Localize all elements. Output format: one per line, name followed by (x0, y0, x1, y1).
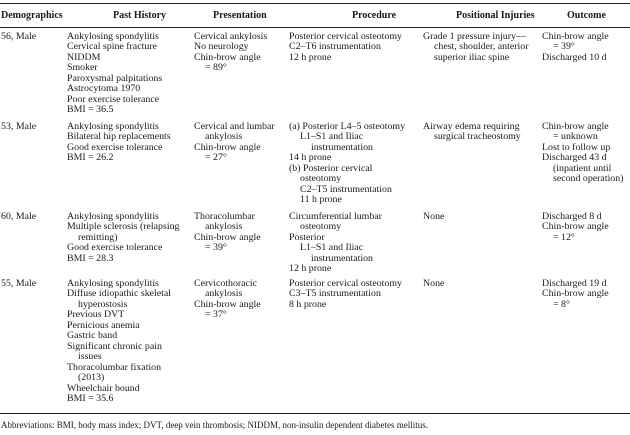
cell-line: Posterior (289, 231, 325, 243)
cell-line: 12 h prone (289, 263, 332, 275)
cell-line: surgical tracheostomy (434, 131, 521, 143)
presentation-cell (194, 279, 261, 321)
cell-line: Circumferential lumbar (289, 211, 382, 222)
cell-line: BMI = 28.3 (67, 252, 114, 264)
cell-line: 55, Male (1, 278, 37, 289)
demographics-cell (1, 279, 36, 289)
cell-line: C3–T5 instrumentation (289, 288, 381, 300)
header-positional-injuries: Positional Injuries (456, 10, 535, 21)
cell-line: instrumentation (311, 141, 373, 153)
demographics-cell (1, 212, 36, 222)
cell-line: NIDDM (67, 51, 101, 63)
cell-line: 11 h prone (300, 194, 342, 206)
cell-line: Chin-brow angle (542, 121, 609, 132)
cell-line: Chin-brow angle (542, 31, 609, 42)
cell-line: BMI = 35.6 (67, 392, 114, 404)
positional-injuries-cell (423, 32, 528, 63)
cell-line: 8 h prone (289, 298, 327, 310)
cell-line: = 89° (205, 62, 227, 74)
header-past-history: Past History (113, 10, 167, 21)
cell-line: = 27° (205, 152, 227, 164)
header-demographics: Demographics (1, 10, 63, 21)
cell-line: = 12° (553, 231, 575, 243)
cell-line: = unknown (553, 131, 598, 143)
presentation-cell (194, 212, 261, 254)
presentation-cell (194, 32, 267, 74)
cell-line: Good exercise tolerance (67, 242, 163, 254)
cell-line: Ankylosing spondylitis (67, 211, 159, 222)
cell-line: instrumentation (311, 252, 373, 264)
header-bottom-rule (0, 27, 630, 28)
cell-line: Chin-brow angle (194, 51, 261, 63)
cell-line: chest, shoulder, anterior (434, 41, 529, 53)
cell-line: Ankylosing spondylitis (67, 121, 159, 132)
cell-line: ankylosis (205, 221, 243, 233)
cell-line: None (423, 211, 445, 222)
cell-line: Significant chronic pain (67, 340, 162, 352)
cell-line: 56, Male (1, 31, 37, 42)
cell-line: Discharged 10 d (542, 51, 607, 63)
cell-line: issues (78, 351, 102, 363)
table-top-rule (0, 3, 630, 4)
outcome-cell (542, 32, 609, 63)
cell-line: Thoracolumbar (194, 211, 255, 222)
presentation-cell (194, 122, 275, 164)
outcome-cell (542, 212, 609, 243)
cell-line: 53, Male (1, 121, 37, 132)
outcome-cell (542, 122, 623, 185)
cell-line: C2–T5 instrumentation (300, 183, 392, 195)
cell-line: osteotomy (300, 221, 342, 233)
cell-line: Ankylosing spondylitis (67, 31, 159, 42)
cell-line: (a) Posterior L4–5 osteotomy (289, 121, 406, 132)
procedure-cell (289, 279, 402, 310)
cell-line: Poor exercise tolerance (67, 93, 160, 105)
cell-line: BMI = 26.2 (67, 152, 114, 164)
cell-line: Bilateral hip replacements (67, 131, 171, 143)
positional-injuries-cell (423, 122, 521, 143)
cell-line: Diffuse idiopathic skeletal (67, 288, 172, 300)
cell-line: L1–S1 and Iliac (300, 131, 364, 143)
cell-line: Thoracolumbar fixation (67, 361, 162, 373)
cell-line: Ankylosing spondylitis (67, 278, 159, 289)
cell-line: osteotomy (300, 173, 342, 185)
cell-line: (inpatient until (553, 162, 612, 174)
cell-line: 14 h prone (289, 152, 332, 164)
cell-line: Posterior cervical osteotomy (289, 278, 402, 289)
cell-line: Paroxysmal palpitations (67, 72, 163, 84)
cell-line: = 39° (205, 242, 227, 254)
past-history-cell (67, 122, 171, 164)
cell-line: hyperostosis (78, 298, 128, 310)
cell-line: Wheelchair bound (67, 382, 140, 394)
demographics-cell (1, 122, 36, 132)
cell-line: Chin-brow angle (194, 141, 261, 153)
cell-line: L1–S1 and Iliac (300, 242, 364, 254)
cell-line: Gastric band (67, 330, 118, 342)
cell-line: Posterior cervical osteotomy (289, 31, 402, 42)
cell-line: None (423, 278, 445, 289)
outcome-cell (542, 279, 609, 310)
cell-line: 60, Male (1, 211, 37, 222)
cell-line: Cervicothoracic (194, 278, 258, 289)
procedure-cell (289, 212, 382, 275)
cell-line: Cervical and lumbar (194, 121, 275, 132)
cell-line: (b) Posterior cervical (289, 162, 373, 174)
positional-injuries-cell (423, 279, 444, 289)
cell-line: Discharged 43 d (542, 152, 607, 164)
cell-line: Cervical ankylosis (194, 31, 268, 42)
header-procedure: Procedure (352, 10, 397, 21)
cell-line: = 39° (553, 41, 575, 53)
cell-line: ankylosis (205, 288, 243, 300)
cell-line: = 8° (553, 298, 570, 310)
table-bottom-rule (0, 413, 630, 414)
cell-line: Astrocytoma 1970 (67, 83, 141, 95)
past-history-cell (67, 279, 171, 404)
cell-line: Good exercise tolerance (67, 141, 163, 153)
past-history-cell (67, 32, 162, 116)
cell-line: Chin-brow angle (194, 298, 261, 310)
cell-line: superior iliac spine (434, 51, 510, 63)
cell-line: = 37° (205, 309, 227, 321)
cell-line: Chin-brow angle (542, 288, 609, 300)
header-presentation: Presentation (213, 10, 267, 21)
cell-line: 12 h prone (289, 51, 332, 63)
cell-line: Chin-brow angle (542, 221, 609, 233)
cell-line: Lost to follow up (542, 141, 611, 153)
cell-line: BMI = 36.5 (67, 104, 114, 116)
cell-line: Multiple sclerosis (relapsing (67, 221, 180, 233)
past-history-cell (67, 212, 179, 264)
demographics-cell (1, 32, 36, 42)
procedure-cell (289, 122, 405, 206)
cell-line: ankylosis (205, 131, 243, 143)
procedure-cell (289, 32, 402, 63)
cell-line: Discharged 19 d (542, 278, 607, 289)
cell-line: second operation) (553, 173, 624, 185)
header-outcome: Outcome (567, 10, 606, 21)
cell-line: Chin-brow angle (194, 231, 261, 243)
table-footnote: Abbreviations: BMI, body mass index; DVT, deep vein thrombosis; NIDDM, non-insulin dependent diabetes mellitus. (1, 420, 429, 430)
cell-line: Grade 1 pressure injury— (423, 31, 526, 42)
cell-line: Airway edema requiring (423, 121, 520, 132)
cell-line: C2–T6 instrumentation (289, 41, 381, 53)
cell-line: Cervical spine fracture (67, 41, 157, 53)
cell-line: No neurology (194, 41, 249, 53)
cell-line: Previous DVT (67, 309, 125, 321)
cell-line: Discharged 8 d (542, 211, 602, 222)
positional-injuries-cell (423, 212, 444, 222)
cell-line: Pernicious anemia (67, 319, 140, 331)
cell-line: remitting) (78, 231, 118, 243)
cell-line: (2013) (78, 372, 105, 384)
cell-line: Smoker (67, 62, 98, 74)
